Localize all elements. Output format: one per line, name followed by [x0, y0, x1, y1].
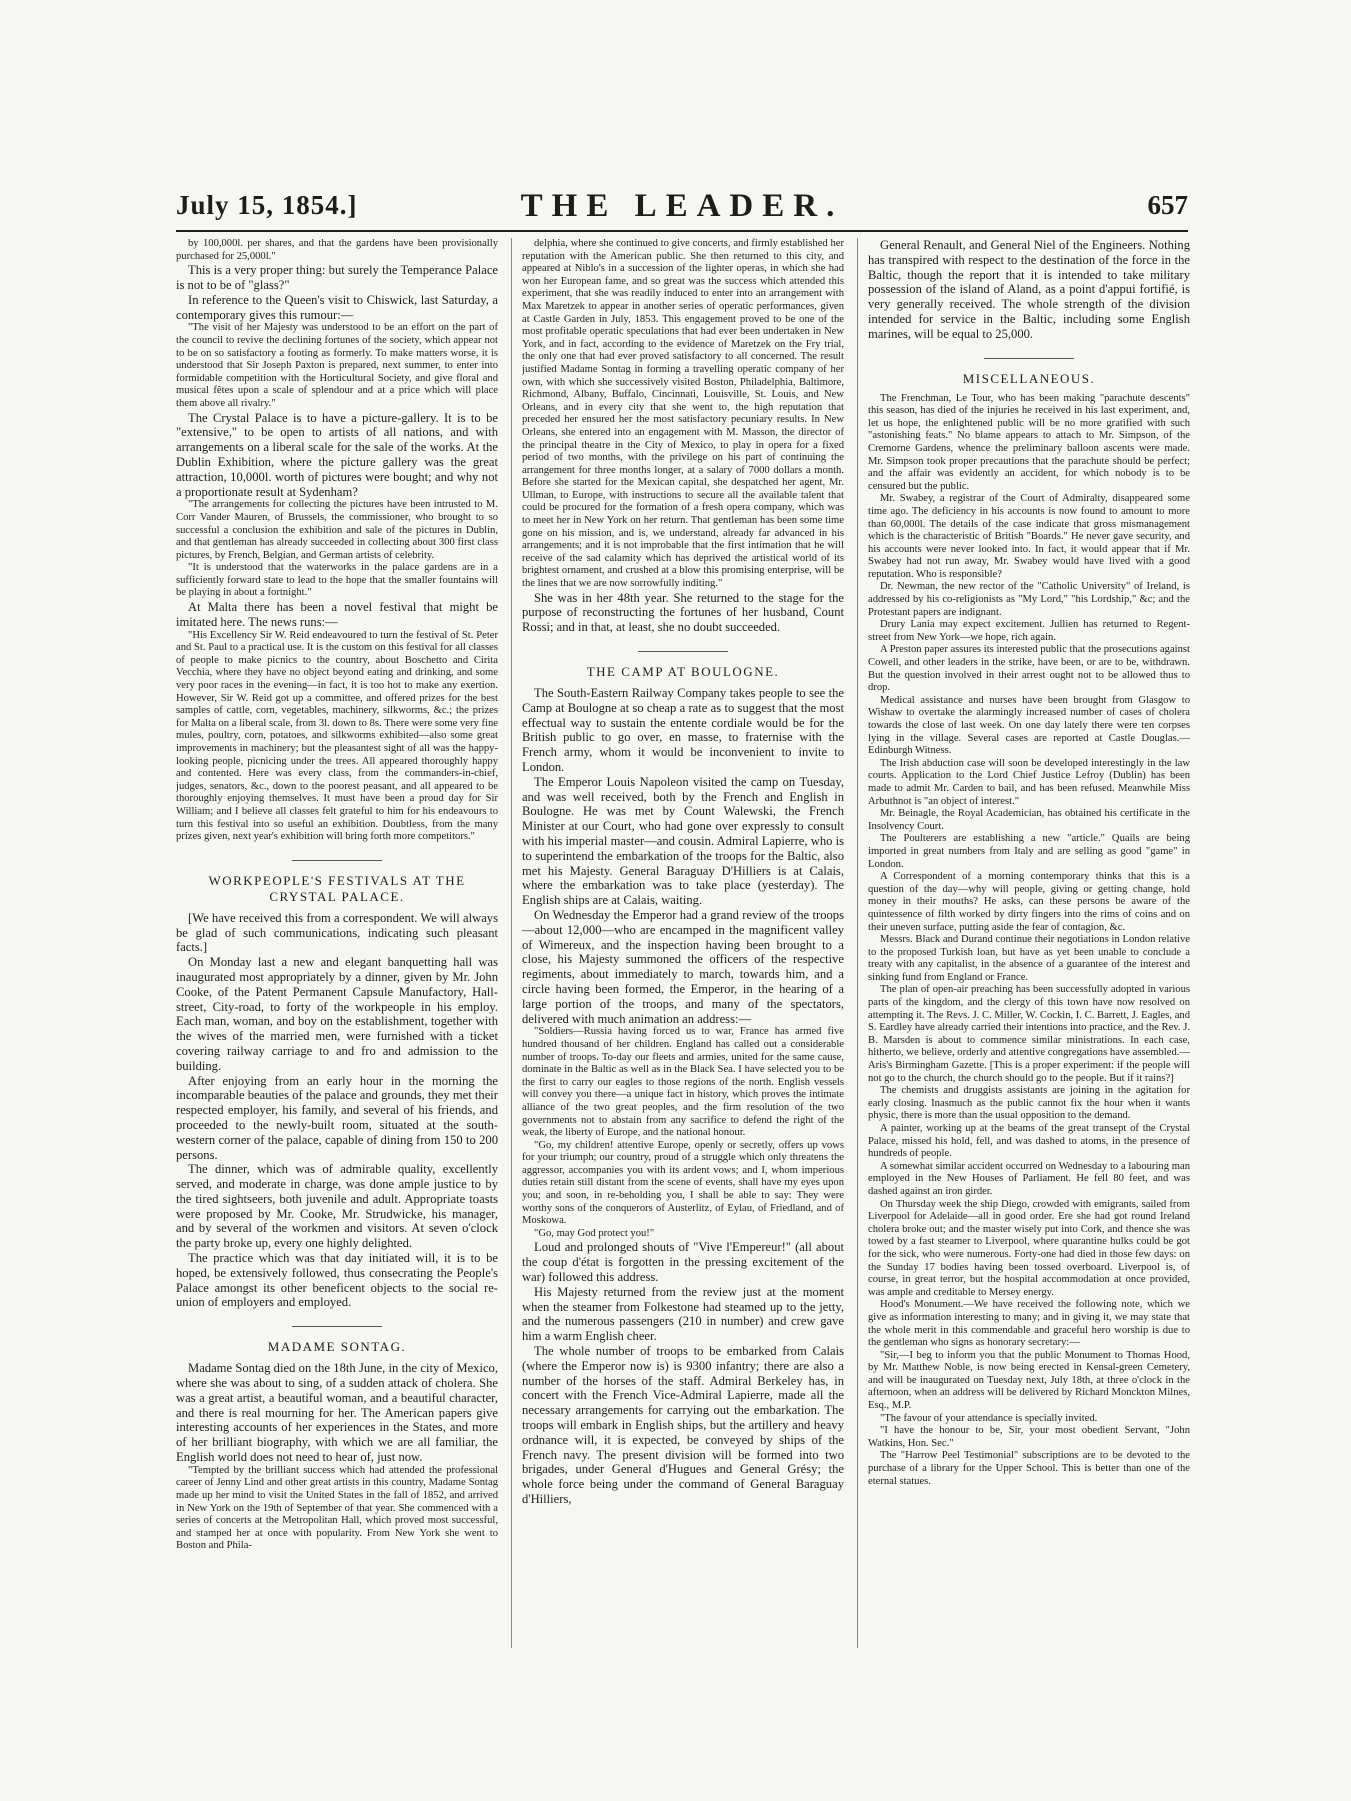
article-paragraph: "The favour of your attendance is specially invited.: [880, 1412, 1098, 1424]
section-divider: [638, 651, 728, 652]
article-paragraph: delphia, where she continued to give concerts, and firmly established her reputation with the American public. She then returned to this city, and appeared at Niblo's in a succession of the lighter operas, in which she had won her European fame, and so great was the success which attended this experiment, that she was readily induced to enter into an arrangement with Max Maretzek to appear in another series of operatic performances, given at Castle Garden in July, 1853. This engagement proved to be one of the most profitable operatic speculations that had ever been undertaken in New York, and in fact, according to the evidence of Maretzek on the Fry trial, the only one that had ever proved satisfactory to all concerned. The result justified Madame Sontag in forming a travelling operatic company of her own, with which she successively visited Boston, Philadelphia, Baltimore, Richmond, Albany, Buffalo, Cincinnati, Louisville, St. Louis, and New Orleans, and in every city that she went to, the high reputation that preceded her ensured her the most satisfactory pecuniary results. In New Orleans, she entered into an engagement with M. Masson, the director of the principal theatre in the City of Mexico, to play in opera for a fixed period of two months, with the privilege on his part of continuing the arrangement for three months longer, at a salary of 7000 dollars a month. Before she started for the Mexican capital, she despatched her agent, Mr. Ullman, to Europe, with instructions to secure all the available talent that could be procured for the formation of a fresh opera company, which was to meet her in New York on her return. That gentleman has been some time gone on his mission, and is, we understand, already far advanced in his arrangements; and it is not improbable that the first intimation that he will receive of the sad calamity which has deprived the artistical world of its brightest ornament, and crushed at a blow this promising enterprise, will be the lines that we are now sorrowfully inditing.": [522, 238, 844, 590]
article-paragraph: The whole number of troops to be embarked from Calais (where the Emperor now is) is 9300 infantry; there are also a number of the horses of the staff. Admiral Berkeley has, in concert with the French Vice-Admiral Lapierre, made all the necessary arrangements for carrying out the embarkation. The troops will embark in English ships, but the artillery and heavy ordnance will, it is expected, be conveyed by ships of the French navy. The present division will be formed into two brigades, under General d'Hugues and General Grésy; the whole force being under the command of General Baraguay d'Hilliers,: [522, 1344, 844, 1506]
article-paragraph: Drury Lania may expect excitement. Jullien has returned to Regent-street from New York—we hope, rich again.: [868, 619, 1190, 643]
article-paragraph: Dr. Newman, the new rector of the "Catholic University" of Ireland, is addressed by his co-religionists as "My Lord," "his Lordship," &c; and the Protestant papers are indignant.: [868, 581, 1190, 618]
article-paragraph: A somewhat similar accident occurred on Wednesday to a labouring man employed in the New Houses of Parliament. He fell 80 feet, and was dashed against an iron girder.: [868, 1160, 1190, 1197]
column-rule: [857, 238, 858, 1648]
article-paragraph: In reference to the Queen's visit to Chiswick, last Saturday, a contemporary gives this rumour:—: [176, 292, 498, 322]
article-paragraph: At Malta there has been a novel festival that might be imitated here. The news runs:—: [176, 600, 498, 629]
article-paragraph: "Go, may God protect you!": [534, 1227, 655, 1239]
article-paragraph: "Sir,—I beg to inform you that the public Monument to Thomas Hood, by Mr. Matthew Noble, is now being erected in Kensal-green Cemetery, and will be inaugurated on Tuesday next, July 18th, at three o'clock in the afternoon, when an address will be delivered by Richard Monckton Milnes, Esq., M.P.: [868, 1349, 1190, 1412]
article-paragraph: A Preston paper assures its interested public that the prosecutions against Cowell, and other leaders in the strike, have been, or are to be, withdrawn. But the question involved in their arrest ought not to be allowed thus to drop.: [868, 644, 1190, 694]
article-paragraph: The South-Eastern Railway Company takes people to see the Camp at Boulogne at so cheap a rate as to suggest that the most effectual way to sustain the entente cordiale would be for the British public to go over, en masse, to fraternise with the French army, whom it would be inconvenient to invite to London.: [522, 686, 844, 774]
column-2: [522, 238, 844, 1648]
article-paragraph: This is a very proper thing: but surely the Temperance Palace is not to be of "glass?": [176, 263, 498, 292]
article-paragraph: The Irish abduction case will soon be developed interestingly in the law courts. Application to the Lord Chief Justice Lefroy (Dublin) has been made to admit Mr. Carden to bail, and has been refused. Meanwhile Miss Arbuthnot is "an object of interest.": [868, 757, 1190, 807]
article-paragraph: The Emperor Louis Napoleon visited the camp on Tuesday, and was well received, both by the French and English in Boulogne. He was met by Count Walewski, the French Minister at our Court, who had gone over expressly to consult with his imperial master—and cousin. Admiral Lapierre, who is to superintend the embarkation of the troops for the Baltic, also met his Majesty. General Baraguay D'Hilliers is at Calais, where the embarkation was to take place (yesterday). The English ships are at Calais, waiting.: [522, 774, 844, 908]
article-paragraph: "His Excellency Sir W. Reid endeavoured to turn the festival of St. Peter and St. Paul to a practical use. It is the custom on this festival for all classes of people to make picnics to the country, about Boschetto and Cirita Vecchia, where they have no object beyond eating and drinking, and some very poor races in the evening—in fact, it is too hot to make any exertion. However, Sir W. Reid got up a committee, and offered prizes for the best samples of cattle, corn, vegetables, machinery, silkworms, &c.; the prizes for Malta on a liberal scale, from 3l. down to 8s. There were some very fine mules, poultry, corn, potatoes, and silkworms exhibited—also some great improvements in machinery; but the pleasantest sight of all was the happy-looking people, picnicing under the trees. All appeared thoroughly happy and contented. Here was every class, from the commanders-in-chief, judges, senators, &c., down to the poorest peasant, and all appeared to be thoroughly enjoying themselves. It must have been a proud day for Sir William; and I believe all classes felt grateful to him for his endeavours to turn this festival into so useful an exhibition. Doubtless, from the many prizes given, next year's exhibition will bring forth more competitors.": [176, 629, 498, 843]
article-paragraph: "It is understood that the waterworks in the palace gardens are in a sufficiently forward state to lead to the hope that the smaller fountains will be playing in about a fortnight.": [176, 562, 498, 599]
article-paragraph: The Poulterers are establishing a new "article." Quails are being imported in great numbers from Italy and are selling as good "game" in London.: [868, 833, 1190, 870]
article-paragraph: "Tempted by the brilliant success which had attended the professional career of Jenny Lind and other great artists in this country, Madame Sontag made up her mind to visit the United States in the fall of 1852, and arrived in New York on the 19th of September of that year. She commenced with a series of concerts at the Metropolitan Hall, which proved most successful, and stamped her at once with popularity. From New York she went to Boston and Phila-: [176, 1464, 498, 1552]
article-paragraph: by 100,000l. per shares, and that the gardens have been provisionally purchased for 25,000l.": [176, 238, 498, 262]
article-heading: WORKPEOPLE'S FESTIVALS AT THE CRYSTAL PALACE.: [208, 872, 466, 904]
article-heading: MISCELLANEOUS.: [962, 370, 1096, 386]
article-paragraph: A Correspondent of a morning contemporary thinks that this is a question of the day—why will people, giving or getting change, hold money in their mouths? He asks, can these persons be aware of the quintessence of filth worked by dirty fingers into the rims of coins and on their uneven surface, putting aside the fear of contagion, &c.: [868, 871, 1190, 933]
article-paragraph: Mr. Swabey, a registrar of the Court of Admiralty, disappeared some time ago. The deficiency in his accounts is now found to amount to more than 60,000l. The details of the case indicate that gross mismanagement which is the characteristic of British "Boards." He never gave security, and his accounts were never looked into. In fact, it would appear that if Mr. Swabey had not run away, Mr. Swabey would have lived with a good reputation. Who is responsible?: [868, 493, 1190, 580]
article-paragraph: The dinner, which was of admirable quality, excellently served, and moderate in charge, was done ample justice to by the tired sightseers, both juvenile and adult. Appropriate toasts were proposed by Mr. Cooke, Mr. Strudwicke, his manager, and by several of the workmen and visitors. At seven o'clock the party broke up, every one highly delighted.: [176, 1162, 498, 1251]
article-heading: THE CAMP AT BOULOGNE.: [586, 664, 780, 680]
masthead: [176, 186, 1188, 232]
article-paragraph: His Majesty returned from the review just at the moment when the steamer from Folkestone had steamed up to the jetty, and the numerous passengers (210 in number) and crew gave him a warm English cheer.: [522, 1284, 844, 1344]
article-heading: MADAME SONTAG.: [267, 1339, 407, 1355]
article-paragraph: Messrs. Black and Durand continue their negotiations in London relative to the proposed Turkish loan, but have as yet been unable to conclude a treaty with any capitalist, in the absence of a guarantee of the interest and sinking fund from England or France.: [868, 934, 1190, 983]
article-paragraph: Madame Sontag died on the 18th June, in the city of Mexico, where she was about to sing, of a sudden attack of cholera. She was a great artist, a beautiful woman, and a beautiful character, and there is real mourning for her. The American papers give interesting accounts of her experiences in the States, and more of her brilliant biography, with which we are all familiar, the English world does not need to hear of, just now.: [176, 1361, 498, 1465]
article-paragraph: "I have the honour to be, Sir, your most obedient Servant, "John Watkins, Hon. Sec.": [868, 1425, 1190, 1449]
article-paragraph: The Frenchman, Le Tour, who has been making "parachute descents" this season, has died of the injuries he received in his last experiment, and, let us hope, the enlightened public will be no more gratified with such "astonishing feats." No blame appears to attach to Mr. Simpson, of the Cremorne Gardens, whence the preliminary balloon ascents were made. Mr. Simpson took proper precautions that the parachute should be perfect; and the affair was evidently an accident, for which nobody is to be censured but the public.: [868, 392, 1190, 492]
article-paragraph: The plan of open-air preaching has been successfully adopted in various parts of the kingdom, and the clergy of this town have now resolved on attempting it. The Revs. J. C. Miller, W. Cockin, I. C. Barrett, J. Eagles, and S. Eardley have already carried their intentions into practice, and the Rev. J. B. Marsden is about to commence similar ministrations. In each case, hitherto, we believe, orderly and attentive congregations have assembled.—Aris's Birmingham Gazette. [This is a proper experiment: if the people will not go to the church, the church should go to the people. But if it rains?]: [868, 984, 1190, 1084]
article-paragraph: A painter, working up at the beams of the great transept of the Crystal Palace, missed his hold, fell, and was dashed to atoms, in the presence of hundreds of people.: [868, 1123, 1190, 1160]
article-paragraph: "Soldiers—Russia having forced us to war, France has armed five hundred thousand of her children. England has called out a considerable number of troops. To-day our fleets and armies, united for the same cause, dominate in the Baltic as well as in the Black Sea. I have selected you to be the first to carry our eagles to those regions of the north. English vessels will convey you there—a unique fact in history, which proves the intimate alliance of the two great peoples, and the firm resolution of the two governments not to abstain from any sacrifice to defend the right of the weak, the liberty of Europe, and the national honour.: [522, 1026, 844, 1139]
article-paragraph: Loud and prolonged shouts of "Vive l'Empereur!" (all about the coup d'état is forgotten in the pressing excitement of the war) followed this address.: [522, 1240, 844, 1285]
article-paragraph: General Renault, and General Niel of the Engineers. Nothing has transpired with respect to the destination of the force in the Baltic, though the report that it is intended to take military possession of the island of Aland, as a point d'appui fortifié, is very generally received. The whole strength of the division intended for service in the Baltic, including some English marines, will be equal to 25,000.: [868, 238, 1190, 341]
article-paragraph: The practice which was that day initiated will, it is to be hoped, be extensively followed, thus consecrating the People's Palace amongst its other beneficent objects to the social re-union of employers and employed.: [176, 1251, 498, 1310]
issue-date: July 15, 1854.]: [176, 190, 358, 220]
article-paragraph: The Crystal Palace is to have a picture-gallery. It is to be "extensive," to be open to artists of all nations, and with arrangements on a liberal scale for the sale of the works. At the Dublin Exhibition, where the picture gallery was the great attraction, 10,000l. worth of pictures were bought; and why not a proportionate result at Sydenham?: [176, 410, 498, 499]
column-rule: [511, 238, 512, 1648]
article-paragraph: Hood's Monument.—We have received the following note, which we give as information interesting to many; and in giving it, we may state that the whole merit in this commendable and graceful hero worship is due to the gentleman who signs as honorary secretary:—: [868, 1299, 1190, 1349]
article-paragraph: The chemists and druggists assistants are joining in the agitation for early closing. Inasmuch as the public cannot fix the hour when it wants physic, there is more than the usual opposition to the demand.: [868, 1085, 1190, 1122]
article-paragraph: On Thursday week the ship Diego, crowded with emigrants, sailed from Liverpool for Adelaide—all in good order. Ere she had got round Ireland cholera broke out; and the master wisely put into Cork, and thence she was towed by a fast steamer to Liverpool, where quarantine hulks could be got for the sick, who were numerous. Forty-one had died in those few days: on the Sunday 17 bodies having been tossed overboard. Liverpool is, of course, in great terror, but the hospital accommodation at once provided, was ample and creditable to Mersey energy.: [868, 1198, 1190, 1298]
section-divider: [984, 358, 1074, 359]
article-paragraph: "The arrangements for collecting the pictures have been intrusted to M. Corr Vander Mauren, of Brussels, the commissioner, who brought to so successful a conclusion the exhibition and sale of the pictures in Dublin, and that gentleman has already succeeded in collecting about 300 first class pictures, by French, Belgian, and German artists of celebrity.: [176, 499, 498, 561]
article-paragraph: "The visit of her Majesty was understood to be an effort on the part of the council to revive the declining fortunes of the society, which appear not to be on so satisfactory a footing as formerly. To make matters worse, it is understood that Sir Joseph Paxton is prepared, next summer, to enter into formidable competition with the Horticultural Society, and give floral and musical fêtes upon a scale of splendour and at a price which will place them above all rivalry.": [176, 322, 498, 409]
column-3: [868, 238, 1190, 1648]
article-paragraph: Medical assistance and nurses have been brought from Glasgow to Wishaw to overtake the alarmingly increased number of cases of cholera towards the close of last week. On one day lately there were ten corpses lying in the village. Several cases are reported at Castle Douglas.—Edinburgh Witness.: [868, 694, 1190, 757]
page-number: 657: [1147, 190, 1188, 220]
article-paragraph: She was in her 48th year. She returned to the stage for the purpose of reconstructing the fortunes of her husband, Count Rossi; and in that, at least, she no doubt succeeded.: [522, 590, 844, 635]
article-paragraph: Mr. Beinagle, the Royal Academician, has obtained his certificate in the Insolvency Court.: [868, 808, 1190, 832]
article-paragraph: On Monday last a new and elegant banquetting hall was inaugurated most appropriately by a dinner, given by Mr. John Cooke, of the Patent Permanent Capsule Manufactory, Hall-street, City-road, to forty of the workpeople in his employ. Each man, woman, and boy on the establishment, together with the wives of the married men, were furnished with a ticket covering railway carriage to and fro and admission to the building.: [176, 955, 498, 1073]
newspaper-title: THE LEADER.: [520, 188, 844, 224]
article-paragraph: "Go, my children! attentive Europe, openly or secretly, offers up vows for your triumph; our country, proud of a struggle which only threatens the aggressor, accompanies you with its ardent vows; and I, whom imperious duties retain still distant from the scene of events, shall have my eyes upon you; and soon, in re-beholding you, I shall be able to say: They were worthy sons of the conquerors of Austerlitz, of Eylau, of Friedland, and of Moskowa.: [522, 1139, 844, 1227]
article-paragraph: On Wednesday the Emperor had a grand review of the troops—about 12,000—who are encamped in the magnificent valley of Wimereux, and the inspection having been brought to a close, his Majesty summoned the officers of the respective regiments, about immediately to march, towards him, and a circle having been formed, the Emperor, in the hearing of a large portion of the troops, and many of the spectators, delivered with much animation an address:—: [522, 907, 844, 1026]
article-paragraph: The "Harrow Peel Testimonial" subscriptions are to be devoted to the purchase of a library for the Upper School. This is better than one of the eternal statues.: [868, 1450, 1190, 1487]
column-1: [176, 238, 498, 1648]
article-paragraph: After enjoying from an early hour in the morning the incomparable beauties of the palace and grounds, they met their respected employer, his family, and several of his friends, and proceeded to the newly-built room, situated at the south-western corner of the palace, capable of dining from 150 to 200 persons.: [176, 1073, 498, 1162]
article-paragraph: [We have received this from a correspondent. We will always be glad of such communications, indicating such pleasant facts.]: [176, 910, 498, 955]
section-divider: [292, 1326, 382, 1327]
section-divider: [292, 860, 382, 861]
